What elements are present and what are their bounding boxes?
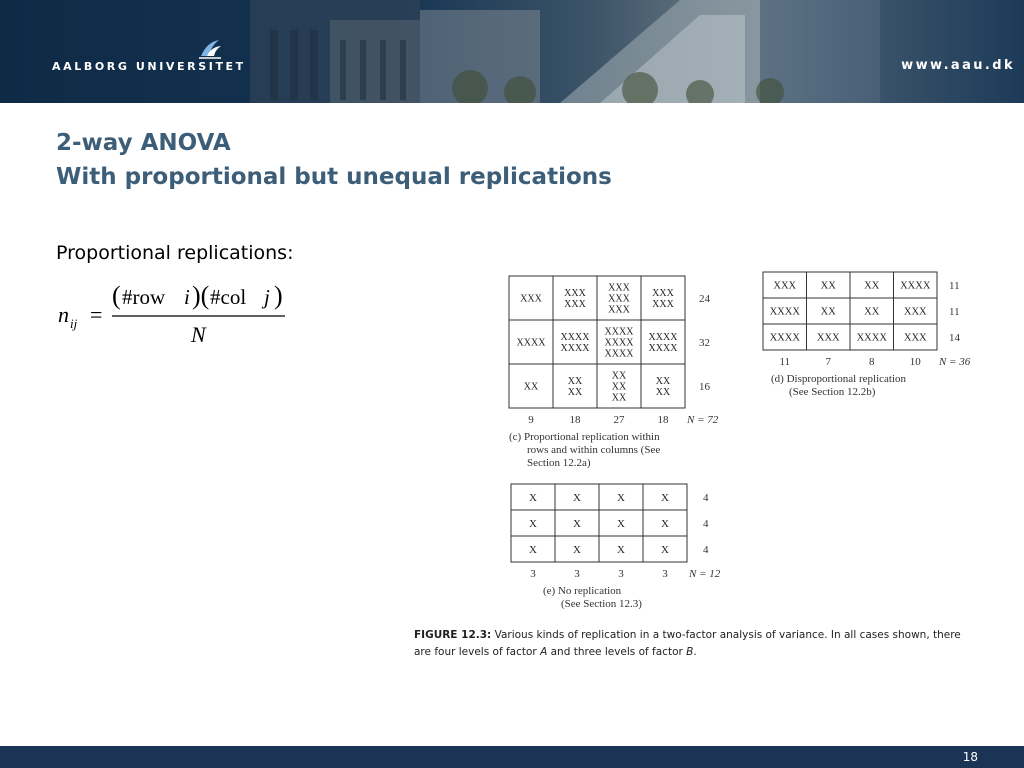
slide-title: [56, 126, 612, 194]
formula-i: i: [184, 285, 190, 309]
header-banner: [0, 0, 1024, 103]
formula-j: j: [264, 285, 270, 309]
panel-d-cell: XXX: [773, 280, 797, 292]
panel-c-cell: XX: [611, 392, 627, 404]
aau-waves-icon: [197, 38, 223, 60]
formula-denominator: N: [191, 322, 206, 347]
figure-caption: [414, 627, 994, 661]
panel-e-grand-total: N = 12: [689, 568, 721, 580]
panel-c-cell: XX: [567, 376, 583, 387]
panel-d-cell: XX: [864, 280, 880, 292]
panel-d-cell: XXXX: [769, 332, 800, 344]
panel-c-cell: XX: [567, 387, 583, 398]
panel-e-cell: X: [529, 491, 537, 504]
panel-e-cell: X: [573, 543, 581, 556]
panel-e-row-total: 4: [703, 492, 709, 504]
aau-logo[interactable]: [52, 38, 252, 78]
panel-c-caption: Section 12.2a): [527, 457, 591, 469]
panel-c-cell: XXXX: [560, 343, 590, 354]
body-text: Proportional replications:: [56, 242, 294, 264]
panel-c-cell: XXX: [608, 282, 630, 294]
panel-c-row-total: 32: [699, 337, 710, 349]
panel-d-cell: XX: [864, 306, 880, 318]
title-line-2: With proportional but unequal replications: [56, 164, 612, 190]
caption-text-1: Various kinds of replication in a two-factor analysis of variance. In all cases shown, there: [494, 629, 961, 641]
formula-subscript: ij: [70, 316, 78, 331]
panel-e-caption: (See Section 12.3): [561, 598, 642, 610]
panel-c-col-total: 9: [528, 414, 534, 426]
caption-line-1: [414, 627, 994, 644]
panel-e-caption: (e) No replication: [543, 585, 622, 597]
panel-d-cell: XXXX: [856, 332, 887, 344]
formula-col: #col: [210, 285, 247, 309]
panel-c-cell: XXX: [608, 293, 630, 305]
panel-c-cell: XXXX: [516, 337, 546, 349]
panel-d-caption: (d) Disproportional replication: [771, 373, 907, 385]
panel-c-col-total: 18: [569, 414, 581, 426]
panel-c-cell: XXX: [652, 299, 674, 310]
formula-paren-close: ): [274, 281, 283, 310]
panel-d-cell: XXX: [903, 306, 927, 318]
panel-c-cell: XXXX: [648, 343, 678, 354]
panel-e-cell: X: [529, 543, 537, 556]
panel-d-col-total: 10: [909, 356, 921, 368]
factor-b: B: [686, 646, 694, 658]
title-line-1: 2-way ANOVA: [56, 130, 231, 156]
caption-line-2: are four levels of factor A and three levels of factor B.: [414, 646, 697, 658]
panel-e-row-total: 4: [703, 544, 709, 556]
panel-d-col-total: 7: [825, 356, 831, 368]
panel-d-cell: XX: [820, 306, 836, 318]
panel-d-row-total: 11: [949, 306, 960, 318]
panel-c-cell: XX: [655, 387, 671, 398]
panel-c-row-total: 16: [699, 381, 710, 393]
panel-c-cell: XXX: [520, 293, 542, 305]
panel-e-col-total: 3: [574, 568, 580, 580]
panel-c-cell: XX: [611, 381, 627, 393]
panel-e-cell: X: [661, 543, 669, 556]
panel-e-cell: X: [573, 517, 581, 530]
panel-d-cell: XXXX: [769, 306, 800, 318]
formula-paren-open: (: [112, 281, 121, 310]
panel-c-cell: XXXX: [604, 337, 634, 349]
proportional-formula: [56, 278, 296, 350]
panel-e-col-total: 3: [662, 568, 668, 580]
panel-d-caption: (See Section 12.2b): [789, 386, 876, 398]
panel-e-cell: X: [661, 517, 669, 530]
panel-d-cell: XX: [820, 280, 836, 292]
panel-d-cell: XXXX: [900, 280, 931, 292]
panel-e-cell: X: [617, 517, 625, 530]
panel-c-cell: XXXX: [560, 332, 590, 343]
panel-d-cell: XXX: [816, 332, 840, 344]
panel-c-row-total: 24: [699, 293, 710, 305]
formula-row: #row: [122, 285, 166, 309]
replication-figure: [400, 262, 1000, 622]
panel-d-col-total: 11: [779, 356, 791, 368]
panel-c-cell: XXX: [564, 299, 586, 310]
panel-d-col-total: 8: [869, 356, 875, 368]
panel-c-cell: XXXX: [604, 348, 634, 360]
panel-c-cell: XXXX: [604, 326, 634, 338]
caption-label: FIGURE 12.3:: [414, 629, 492, 641]
panel-d-row-total: 11: [949, 280, 960, 292]
website-url[interactable]: www.aau.dk: [901, 58, 1015, 73]
footer-bar: [0, 746, 1024, 768]
panel-c-cell: XXXX: [648, 332, 678, 343]
page-number: 18: [962, 750, 978, 764]
panel-e-cell: X: [617, 543, 625, 556]
panel-d-cell: XXX: [903, 332, 927, 344]
panel-d-grand-total: N = 36: [939, 356, 971, 368]
panel-e-cell: X: [529, 517, 537, 530]
panel-c-grand-total: N = 72: [687, 414, 719, 426]
panel-c-cell: XXX: [564, 288, 586, 299]
panel-e-col-total: 3: [530, 568, 536, 580]
panel-e-cell: X: [661, 491, 669, 504]
panel-e-col-total: 3: [618, 568, 624, 580]
panel-c-cell: XX: [523, 381, 539, 393]
panel-c-col-total: 27: [613, 414, 625, 426]
panel-c-cell: XX: [611, 370, 627, 382]
panel-c-col-total: 18: [657, 414, 669, 426]
factor-a: A: [540, 646, 548, 658]
panel-c-cell: XXX: [652, 288, 674, 299]
panel-c-cell: XXX: [608, 304, 630, 316]
university-name: AALBORG UNIVERSITET: [52, 60, 246, 73]
formula-paren-mid: )(: [192, 281, 210, 310]
panel-c-caption: (c) Proportional replication within: [509, 431, 660, 443]
panel-e-cell: X: [617, 491, 625, 504]
panel-e-cell: X: [573, 491, 581, 504]
formula-n: n: [58, 302, 69, 327]
panel-c-cell: XX: [655, 376, 671, 387]
panel-c-caption: rows and within columns (See: [527, 444, 661, 456]
panel-d-row-total: 14: [949, 332, 960, 344]
panel-e-row-total: 4: [703, 518, 709, 530]
formula-equals: =: [90, 302, 103, 327]
